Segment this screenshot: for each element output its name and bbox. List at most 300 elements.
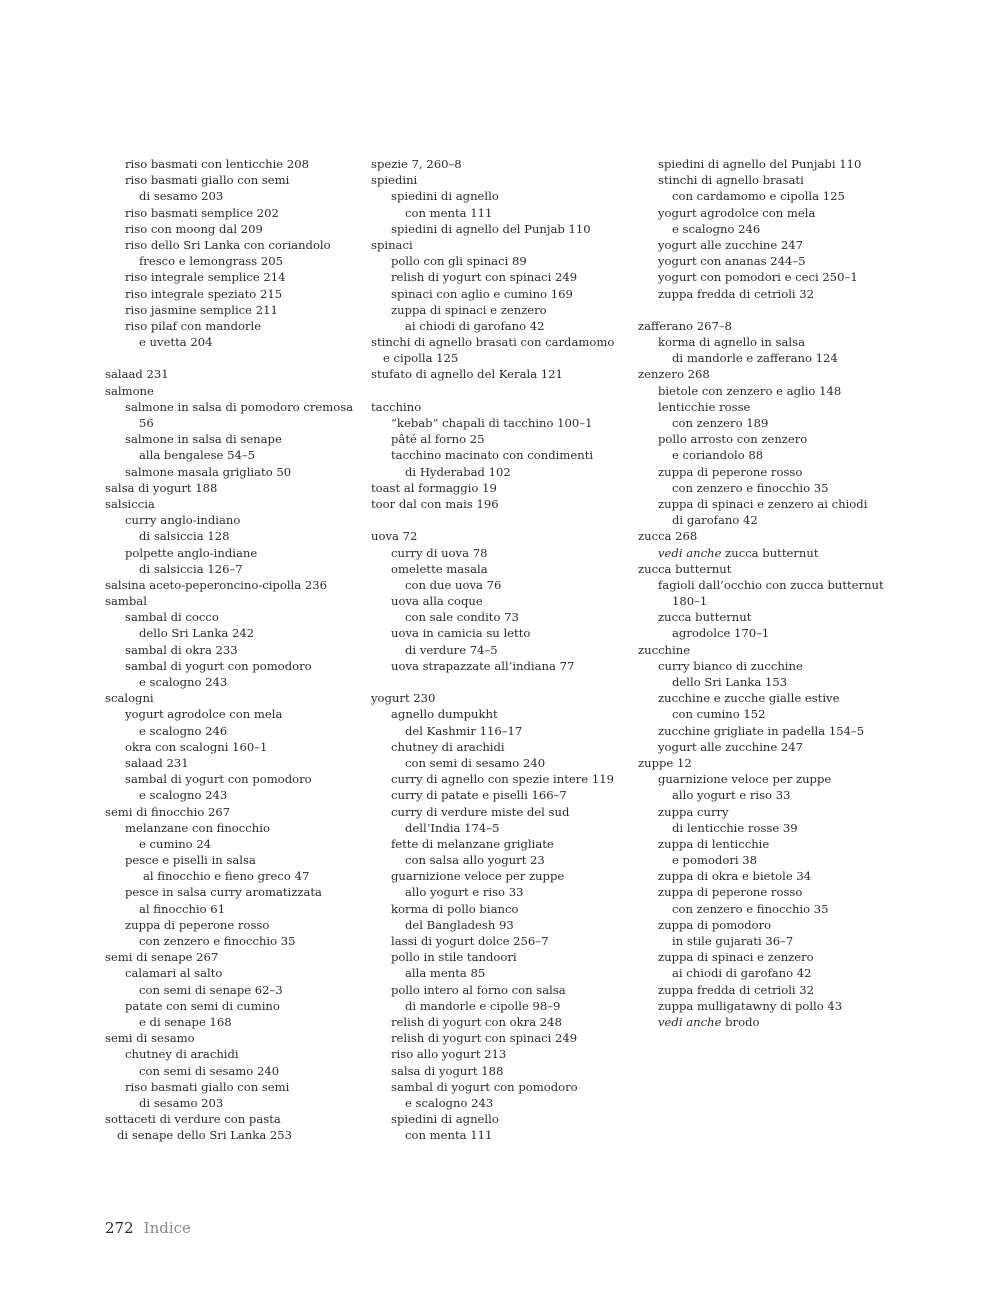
index-subentry [105,755,355,771]
index-entry-text: zafferano 267–8 [638,318,733,333]
index-entry-text: guarnizione veloce per zuppe [391,869,565,884]
index-entry-text: e di senape 168 [139,1014,232,1029]
index-entry-text: pesce in salsa curry aromatizzata [125,885,322,900]
index-entry [638,366,888,382]
index-entry-text: okra con scalogni 160–1 [125,739,268,754]
index-subentry [638,512,888,528]
index-entry-text: zucca butternut [658,610,752,625]
index-subentry [371,545,621,561]
index-subentry [371,998,621,1014]
index-entry [638,528,888,544]
index-entry-text: con zenzero e finocchio 35 [672,901,829,916]
index-subentry [638,188,888,204]
index-entry-text: e coriandolo 88 [672,448,764,463]
index-entry-text: di mandorle e zafferano 124 [672,351,838,366]
index-entry-text: stufato di agnello del Kerala 121 [371,367,563,382]
index-entry-text: omelette masala [391,561,488,576]
index-subentry [371,820,621,836]
index-subentry [105,221,355,237]
index-entry-text: scalogni [105,691,154,706]
index-entry-text: stinchi di agnello brasati con cardamomo [371,335,615,350]
index-entry-text: e pomodori 38 [672,853,758,868]
index-subentry [371,1079,621,1095]
index-entry-text: zucchine [638,642,691,657]
index-subentry [371,415,621,431]
index-subentry [105,787,355,803]
index-entry-text: guarnizione veloce per zuppe [658,772,832,787]
index-subentry [105,156,355,172]
index-entry-text: spiedini di agnello [391,189,499,204]
index-entry-text: con cardamomo e cipolla 125 [672,189,845,204]
index-entry [105,804,355,820]
index-entry-text: salmone in salsa di pomodoro cremosa [125,399,354,414]
index-subentry [105,188,355,204]
index-subentry [105,205,355,221]
index-entry-text: pâté al forno 25 [391,432,485,447]
index-entry [371,172,621,188]
index-subentry [638,253,888,269]
index-subentry [105,982,355,998]
index-subentry [105,1095,355,1111]
index-subentry [638,237,888,253]
index-entry [105,949,355,965]
index-subentry [105,561,355,577]
index-subentry [105,933,355,949]
index-entry-text: con cumino 152 [672,707,766,722]
index-entry-text: e uvetta 204 [139,335,213,350]
index-subentry [105,1063,355,1079]
index-subentry [638,205,888,221]
index-subentry [371,933,621,949]
index-entry [371,480,621,496]
index-subentry [371,625,621,641]
index-spacer [371,674,621,690]
index-entry-text: con menta 111 [405,205,493,220]
index-entry-text: zuppa di spinaci e zenzero [391,302,547,317]
index-subentry [638,739,888,755]
index-entry-text: allo yogurt e riso 33 [405,885,524,900]
index-subentry [105,318,355,334]
index-entry-text: toor dal con mais 196 [371,496,499,511]
index-entry-text: di Hyderabad 102 [405,464,511,479]
index-subentry [371,901,621,917]
index-entry-text: dello Sri Lanka 153 [672,675,788,689]
index-entry-text: yogurt agrodolce con mela [125,707,283,722]
index-entry-text: zucca 268 [638,529,698,544]
index-entry-text: riso basmati giallo con semi [125,1079,290,1094]
index-entry-text: zuppa fredda di cetrioli 32 [658,286,815,301]
index-subentry [638,836,888,852]
index-entry [105,1111,355,1127]
index-entry-text: con semi di sesamo 240 [405,755,546,770]
index-entry-text: dello Sri Lanka 242 [139,626,255,641]
index-entry-text: del Bangladesh 93 [405,917,514,932]
index-subentry [638,868,888,884]
index-entry-text: “kebab” chapali di tacchino 100–1 [391,416,593,430]
index-entry-text: chutney di arachidi [125,1047,239,1062]
index-subentry [105,1014,355,1030]
index-subentry [638,480,888,496]
index-subentry [371,787,621,803]
index-entry-text: riso integrale semplice 214 [125,270,286,285]
index-entry-text: curry anglo-indiano [125,513,241,528]
index-entry-text: melanzane con finocchio [125,820,270,835]
index-entry-text: yogurt 230 [371,691,436,706]
index-subentry [371,188,621,204]
index-subentry [371,1095,621,1111]
index-subentry [638,706,888,722]
index-subentry [371,917,621,933]
index-subentry [371,884,621,900]
index-entry [105,593,355,609]
index-entry-text: relish di yogurt con spinaci 249 [391,270,578,285]
index-subentry [638,917,888,933]
index-subentry [105,836,355,852]
index-entry-text: allo yogurt e riso 33 [672,788,791,803]
index-subentry [638,464,888,480]
index-subentry [371,577,621,593]
index-entry-text: salaad 231 [105,367,169,382]
index-subentry [105,286,355,302]
index-subentry [371,706,621,722]
index-subentry [638,965,888,981]
index-entry-text: salsina aceto-peperoncino-cipolla 236 [105,577,327,592]
index-subentry [638,1014,888,1030]
index-entry-text: alla menta 85 [405,966,486,981]
index-entry-text: relish di yogurt con spinaci 249 [391,1031,578,1046]
index-entry-text: riso basmati giallo con semi [125,173,290,188]
index-subentry [105,901,355,917]
index-subentry [371,269,621,285]
index-entry-text: con menta 111 [405,1128,493,1143]
index-entry-text: di salsiccia 126–7 [139,561,243,576]
index-entry-text: ai chiodi di garofano 42 [672,966,812,981]
index-subentry [638,658,888,674]
index-entry-text: uova strapazzate all’indiana 77 [391,658,575,673]
index-subentry [371,804,621,820]
index-entry-text: salmone [105,383,154,398]
index-entry [105,496,355,512]
index-subentry [105,658,355,674]
index-entry-text: zuppa di spinaci e zenzero [658,950,814,965]
index-entry-text: korma di pollo bianco [391,901,519,916]
index-subentry [105,512,355,528]
index-subentry [638,625,888,641]
index-entry-text: riso basmati semplice 202 [125,205,279,220]
index-entry [105,383,355,399]
index-subentry [638,577,888,593]
index-subentry [638,674,888,690]
index-entry-text: spezie 7, 260–8 [371,157,462,171]
index-entry-text: salaad 231 [125,755,189,770]
index-entry-text: zuppa di spinaci e zenzero ai chiodi [658,496,868,511]
index-subentry [638,982,888,998]
index-subentry [638,496,888,512]
index-subentry [371,836,621,852]
index-entry [371,496,621,512]
index-entry [371,690,621,706]
index-subentry [371,852,621,868]
index-entry-text: sambal di yogurt con pomodoro [125,772,312,787]
index-subentry [638,723,888,739]
index-subentry [105,609,355,625]
index-entry-text: spiedini [371,173,418,188]
index-entry-text: spiedini di agnello del Punjab 110 [391,221,591,236]
index-subentry [371,982,621,998]
index-subentry [638,852,888,868]
index-entry-text: pollo intero al forno con salsa [391,982,566,997]
index-subentry [105,852,355,868]
index-entry [371,156,621,172]
index-subentry [105,820,355,836]
index-subentry [638,415,888,431]
index-subentry [638,820,888,836]
index-subentry [105,917,355,933]
index-subentry [638,172,888,188]
index-entry-text: e scalogno 246 [139,723,228,738]
index-entry-text: lenticchie rosse [658,399,751,414]
index-column-3 [638,156,888,1030]
index-entry-text: zuppa curry [658,804,729,819]
index-entry-text: pesce e piselli in salsa [125,853,256,868]
index-spacer [638,302,888,318]
index-subentry [371,1127,621,1143]
index-entry-text: di senape dello Sri Lanka 253 [117,1128,293,1143]
index-entry-text: zuppa di peperone rosso [658,464,803,479]
index-entry-text: zuppa di lenticchie [658,836,770,851]
index-subentry [371,253,621,269]
index-entry-text: zuppa di peperone rosso [125,917,270,932]
index-entry-text: spinaci con aglio e cumino 169 [391,286,573,301]
index-subentry [105,545,355,561]
index-subentry [371,949,621,965]
index-entry-text: fagioli dall’occhio con zucca butternut [658,577,884,592]
index-subentry [105,253,355,269]
index-entry-text: e cipolla 125 [383,351,459,366]
index-entry-text: zuppe 12 [638,755,692,770]
index-column-2 [371,156,621,1143]
index-entry-text: korma di agnello in salsa [658,335,805,350]
index-entry-text: zuppa mulligatawny di pollo 43 [658,998,843,1013]
index-subentry [638,399,888,415]
index-entry-text: di verdure 74–5 [405,642,498,657]
index-subentry [638,771,888,787]
index-entry-text: riso integrale speziato 215 [125,286,283,301]
index-subentry [105,334,355,350]
index-entry-text: semi di senape 267 [105,950,219,965]
index-subentry [105,723,355,739]
index-entry-text: 56 [139,416,154,430]
index-entry-text: riso con moong dal 209 [125,221,263,236]
index-subentry [105,302,355,318]
index-entry-text: relish di yogurt con okra 248 [391,1014,562,1029]
index-entry-text: del Kashmir 116–17 [405,723,523,738]
index-subentry [371,739,621,755]
index-entry-text: sambal di yogurt con pomodoro [125,658,312,673]
index-entry-text: lassi di yogurt dolce 256–7 [391,934,549,948]
index-subentry [638,884,888,900]
index-subentry [371,318,621,334]
index-entry-text: alla bengalese 54–5 [139,448,255,463]
index-entry-text: di sesamo 203 [139,1095,224,1110]
index-subentry [105,965,355,981]
index-subentry [105,1079,355,1095]
index-subentry [105,706,355,722]
index-entry-text: con zenzero 189 [672,416,769,430]
index-subentry [105,464,355,480]
index-subentry [105,642,355,658]
index-entry-text: di mandorle e cipolle 98–9 [405,998,561,1013]
index-subentry [638,787,888,803]
index-subentry [638,269,888,285]
index-entry [371,399,621,415]
index-entry-text: chutney di arachidi [391,739,505,754]
index-entry-text: stinchi di agnello brasati [658,173,804,188]
index-entry-text: sambal di cocco [125,610,219,625]
index-entry [371,528,621,544]
index-column-1 [105,156,355,1143]
index-entry-text: zucchine e zucche gialle estive [658,691,840,706]
index-subentry [105,1127,355,1143]
index-entry-text: zuppa fredda di cetrioli 32 [658,982,815,997]
index-entry-text: fette di melanzane grigliate [391,836,554,851]
index-subentry [371,868,621,884]
index-entry-text: zuppa di pomodoro [658,917,772,932]
index-entry-text: riso pilaf con mandorle [125,318,262,333]
index-entry-text: yogurt con ananas 244–5 [658,254,806,269]
index-entry-text: uova in camicia su letto [391,626,531,641]
index-entry-text: con semi di senape 62–3 [139,982,283,997]
index-entry [371,237,621,253]
index-entry [371,366,621,382]
index-subentry [638,949,888,965]
index-entry-text: tacchino [371,399,422,414]
index-entry-text: con zenzero e finocchio 35 [672,480,829,495]
index-entry-text: polpette anglo-indiane [125,545,258,560]
index-entry-text: riso dello Sri Lanka con coriandolo [125,237,331,252]
index-subentry [371,723,621,739]
index-subentry [371,561,621,577]
index-subentry [638,545,888,561]
index-subentry [371,965,621,981]
cross-reference-label: vedi anche [658,545,726,560]
index-entry-text: sambal di okra 233 [125,642,238,657]
index-subentry [105,269,355,285]
index-subentry [638,334,888,350]
index-entry-text: zucchine grigliate in padella 154–5 [658,723,865,738]
index-entry-text: curry di patate e piselli 166–7 [391,788,567,803]
index-entry [105,577,355,593]
index-subentry [638,221,888,237]
index-subentry [105,172,355,188]
index-subentry [371,1111,621,1127]
cross-reference-label: vedi anche [658,1014,726,1029]
index-subentry [371,658,621,674]
index-entry-text: in stile gujarati 36–7 [672,934,794,948]
index-subentry [638,933,888,949]
index-subentry [371,350,621,366]
index-entry-text: agnello dumpukht [391,707,498,722]
index-subentry [105,447,355,463]
index-entry [371,334,621,350]
index-subentry [105,674,355,690]
index-subentry [371,1014,621,1030]
index-subentry [105,625,355,641]
index-entry-text: di garofano 42 [672,513,758,528]
index-entry-text: riso jasmine semplice 211 [125,302,278,317]
index-entry-text: sambal di yogurt con pomodoro [391,1079,578,1094]
index-subentry [105,237,355,253]
index-entry-text: semi di sesamo [105,1031,195,1046]
index-entry-text: toast al formaggio 19 [371,480,497,495]
index-subentry [371,1046,621,1062]
index-subentry [638,431,888,447]
index-entry-text: e scalogno 243 [139,675,228,689]
index-entry-text: yogurt agrodolce con mela [658,205,816,220]
index-entry-text: zuppa di okra e bietole 34 [658,869,812,884]
index-entry-text: uova 72 [371,529,418,544]
index-subentry [638,447,888,463]
index-subentry [105,739,355,755]
index-spacer [105,350,355,366]
index-entry-text: curry di agnello con spezie intere 119 [391,772,614,787]
index-entry-text: zuppa di peperone rosso [658,885,803,900]
index-subentry [638,156,888,172]
index-entry-text: zucca butternut [725,545,819,560]
index-subentry [371,221,621,237]
index-entry [638,318,888,334]
index-spacer [371,512,621,528]
index-subentry [371,447,621,463]
index-subentry [638,350,888,366]
index-entry-text: yogurt alle zucchine 247 [658,739,804,754]
index-entry-text: e cumino 24 [139,836,212,851]
index-subentry [638,998,888,1014]
index-subentry [638,286,888,302]
index-entry-text: yogurt con pomodori e ceci 250–1 [658,270,858,285]
index-entry-text: zenzero 268 [638,367,710,382]
index-subentry [105,415,355,431]
index-entry-text: dell’India 174–5 [405,820,500,835]
index-subentry [371,431,621,447]
index-subentry [371,464,621,480]
index-entry-text: salmone masala grigliato 50 [125,464,292,479]
index-entry-text: al finocchio 61 [139,901,226,916]
index-entry-text: fresco e lemongrass 205 [139,254,283,269]
index-entry [638,561,888,577]
page-number: 272 [105,1219,134,1237]
index-subentry [371,205,621,221]
index-entry-text: tacchino macinato con condimenti [391,448,594,463]
index-subentry [105,528,355,544]
index-entry-text: pollo arrosto con zenzero [658,432,808,447]
index-entry-text: ai chiodi di garofano 42 [405,318,545,333]
index-entry-text: di sesamo 203 [139,189,224,204]
index-entry-text: zucca butternut [638,561,732,576]
index-entry-text: 180–1 [672,594,708,609]
index-entry [638,755,888,771]
index-subentry [371,302,621,318]
index-entry-text: patate con semi di cumino [125,998,280,1013]
index-entry-text: e scalogno 246 [672,221,761,236]
index-entry-text: con zenzero e finocchio 35 [139,934,296,948]
index-spacer [371,383,621,399]
index-entry-text: curry di verdure miste del sud [391,804,570,819]
index-entry-text: spinaci [371,237,413,252]
index-subentry [371,755,621,771]
index-entry [105,366,355,382]
index-entry-text: con sale condito 73 [405,610,519,625]
